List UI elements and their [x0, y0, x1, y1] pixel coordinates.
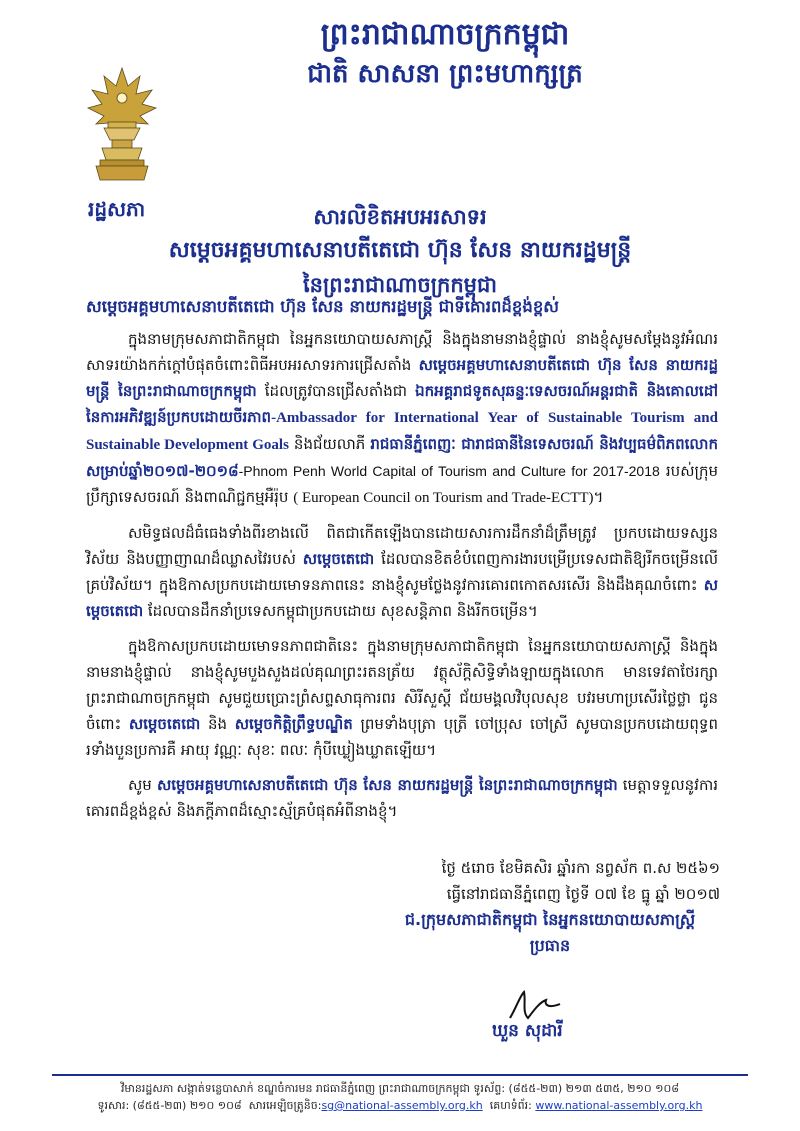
kingdom-title: ព្រះរាជាណាចក្រកម្ពុជា	[320, 17, 570, 52]
p1-text-i: របស់ក្រុមប្រឹក្សាទេសចរណ៍ និងពាណិជ្ជកម្មអឺរ៉ុប	[86, 462, 718, 506]
salutation: សម្តេចអគ្គមហាសេនាបតីតេជោ ហ៊ុន សែន នាយករដ្ឋមន្ត្រី ជាទីគោរពដ៏ខ្ពង់ខ្ពស់	[86, 297, 560, 316]
p1-bold-capital: រាជធានីភ្នំពេញៈ ជារាជធានីនៃទេសចរណ៍ និងវប្បធម៌ពិភពលោកសម្រាប់ឆ្នាំ២០១៧-២០១៨	[86, 435, 718, 480]
footer-website-label: គេហទំព័រ:	[489, 1099, 532, 1112]
sender-position: ប្រធាន	[529, 936, 571, 955]
p3-text-c: និង	[207, 715, 228, 733]
signer-name: ឃួន សុដារី	[492, 1021, 563, 1041]
paragraph-2	[86, 520, 718, 624]
footer-address: វិមានរដ្ឋសភា សង្កាត់ទន្លេបាសាក់ ខណ្ឌចំការមន រាជធានីភ្នំពេញ ព្រះរាជាណាចក្រកម្ពុជា ទូរស័ព្ទ: (៨៥៥-២៣) ២១៣ ៥៣៥, ២១០ ១០៨	[120, 1082, 680, 1095]
signature	[506, 988, 566, 1022]
paragraph-1	[86, 326, 718, 511]
p1-text-c: ដែលត្រូវបានជ្រើសតាំងជា	[264, 382, 408, 400]
p1-text-f: និងជ័យលាភី	[293, 435, 366, 453]
p2-text-c: ដែលបានខិតខំបំពេញការងារបម្រើប្រទេសជាតិឱ្យរីកចម្រើនលើគ្រប់វិស័យ។ ក្នុងឱកាសប្រកបដោយមោទនភាពនេះ នាងខ្ញុំសូមថ្លែងនូវការគោរពកោតសរសើរ និងដឹងគុណចំពោះ	[86, 550, 718, 594]
footer	[52, 1080, 748, 1114]
p1-english-capital: -Phnom Penh World Capital of Tourism and Culture for 2017-2018	[238, 463, 660, 479]
letter-body	[86, 294, 718, 833]
footer-fax: ទូរសារ: (៨៥៥-២៣) ២១០ ១០៨	[97, 1099, 242, 1112]
p1-text-a: ក្នុងនាមក្រុមសភាជាតិកម្ពុជា នៃអ្នកនយោបាយសភាស្ត្រី និងក្នុងនាមនាងខ្ញុំផ្ទាល់ នាងខ្ញុំសូមសម្តែងនូវអំណរសាទរយ៉ាងកក់ក្តៅបំផុតចំពោះពិធីអបអរសាទរការជ្រើសតាំង	[86, 330, 718, 374]
closing-block	[380, 855, 720, 959]
footer-email-link[interactable]: sg@national-assembly.org.kh	[321, 1099, 483, 1112]
sender-organization: ជ.ក្រុមសភាជាតិកម្ពុជា នៃអ្នកនយោបាយសភាស្ត្រី	[404, 910, 696, 929]
footer-contacts	[52, 1097, 748, 1114]
p1-end: ។	[593, 488, 604, 506]
paragraph-4	[86, 772, 718, 824]
footer-website-link[interactable]: www.national-assembly.org.kh	[535, 1099, 703, 1112]
p3-text-a: ក្នុងឱកាសប្រកបដោយមោទនភាពជាតិនេះ ក្នុងនាមក្រុមសភាជាតិកម្ពុជា នៃអ្នកនយោបាយសភាស្ត្រី និងក្នុងនាមនាងខ្ញុំផ្ទាល់ នាងខ្ញុំសូមបួងសួងដល់គុណព្រះរតនត្រ័យ វត្ថុស័ក្តិសិទ្ធិទាំងឡាយក្នុងលោក មានទេវតាថែរក្សាព្រះរាជាណាចក្រកម្ពុជា សូមជួយប្រោះព្រំសព្ទសាធុការពរ សិរីសួស្តី ជ័យមង្គលវិបុលសុខ បវរមហាប្រសើរថ្លៃថ្លា ជូនចំពោះ	[86, 637, 718, 733]
place-date: ធ្វើនៅរាជធានីភ្នំពេញ ថ្ងៃទី ០៧ ខែ ធ្នូ ឆ្នាំ ២០១៧	[446, 885, 720, 903]
p1-bold-name: សម្តេចអគ្គមហាសេនាបតីតេជោ ហ៊ុន សែន នាយករដ្ឋមន្ត្រី នៃព្រះរាជាណាចក្រកម្ពុជា	[86, 356, 718, 400]
p1-english-title: -Ambassador for International Year of Sustainable Tourism and Sustainable Development Goals	[86, 410, 718, 453]
p2-text-e: ដែលបានដឹកនាំប្រទេសកម្ពុជាប្រកបដោយ សុខសន្តិភាព និងរីកចម្រើន។	[147, 602, 538, 620]
royal-emblem-icon	[82, 66, 162, 184]
national-motto: ជាតិ សាសនា ព្រះមហាក្សត្រ	[307, 59, 583, 89]
p2-bold-1: សម្តេចតេជោ	[302, 550, 375, 568]
lunar-date: ថ្ងៃ ៥រោច ខែមិគសិរ ឆ្នាំរកា នព្វស័ក ព.ស ២៥៦១	[441, 859, 720, 877]
paragraph-3	[86, 633, 718, 763]
p3-bold-1: សម្តេចតេជោ	[128, 715, 201, 733]
p1-bold-title: ឯកអគ្គរាជទូតសុឆន្ទៈទេសចរណ៍អន្តរជាតិ និងគោលដៅ នៃការអភិវឌ្ឍន៍ប្រកបដោយចីរភាព	[86, 382, 718, 426]
p2-text-a: សមិទ្ធផលដ៏ធំធេងទាំងពីរខាងលើ ពិតជាកើតឡើងបានដោយសារការដឹកនាំដ៏ត្រឹមត្រូវ ប្រកបដោយទស្សនវិស័យ និងបញ្ញាញាណដ៏ឈ្លាសវៃរបស់	[86, 524, 718, 568]
footer-divider	[52, 1074, 748, 1076]
p4-text-a: សូម	[128, 776, 152, 794]
title-line-2: សម្តេចអគ្គមហាសេនាបតីតេជោ ហ៊ុន សែន នាយករដ្ឋមន្ត្រី	[168, 238, 632, 263]
title-line-1: សារលិខិតអបអរសាទរ	[313, 205, 487, 229]
p3-text-e: ព្រមទាំងបុត្រា បុត្រី ចៅប្រុស ចៅស្រី សូមបានប្រកបដោយពុទ្ធពរទាំងបួនប្រការគឺ អាយុ វណ្ណៈ សុខៈ ពលៈ កុំបីឃ្លៀងឃ្លាតឡើយ។	[86, 715, 718, 759]
national-assembly-label: រដ្ឋសភា	[88, 197, 146, 221]
title-line-3: នៃព្រះរាជាណាចក្រកម្ពុជា	[302, 273, 497, 297]
letter-title	[0, 200, 800, 302]
footer-email-label: សារអេឡិចត្រូនិច:	[248, 1099, 322, 1112]
p3-bold-2: សម្តេចកិត្តិព្រឹទ្ធបណ្ឌិត	[234, 715, 353, 733]
p4-bold: សម្តេចអគ្គមហាសេនាបតីតេជោ ហ៊ុន សែន នាយករដ្ឋមន្ត្រី នៃព្រះរាជាណាចក្រកម្ពុជា	[156, 776, 618, 794]
p1-ectt: ( European Council on Tourism and Trade-ECTT)	[293, 490, 594, 506]
p2-bold-2: សម្តេចតេជោ	[86, 576, 718, 620]
p4-text-c: មេត្តាទទួលនូវការគោរពដ៏ខ្ពង់ខ្ពស់ និងភក្តីភាពដ៏ស្មោះស្ម័គ្របំផុតអំពីនាងខ្ញុំ។	[86, 776, 718, 820]
